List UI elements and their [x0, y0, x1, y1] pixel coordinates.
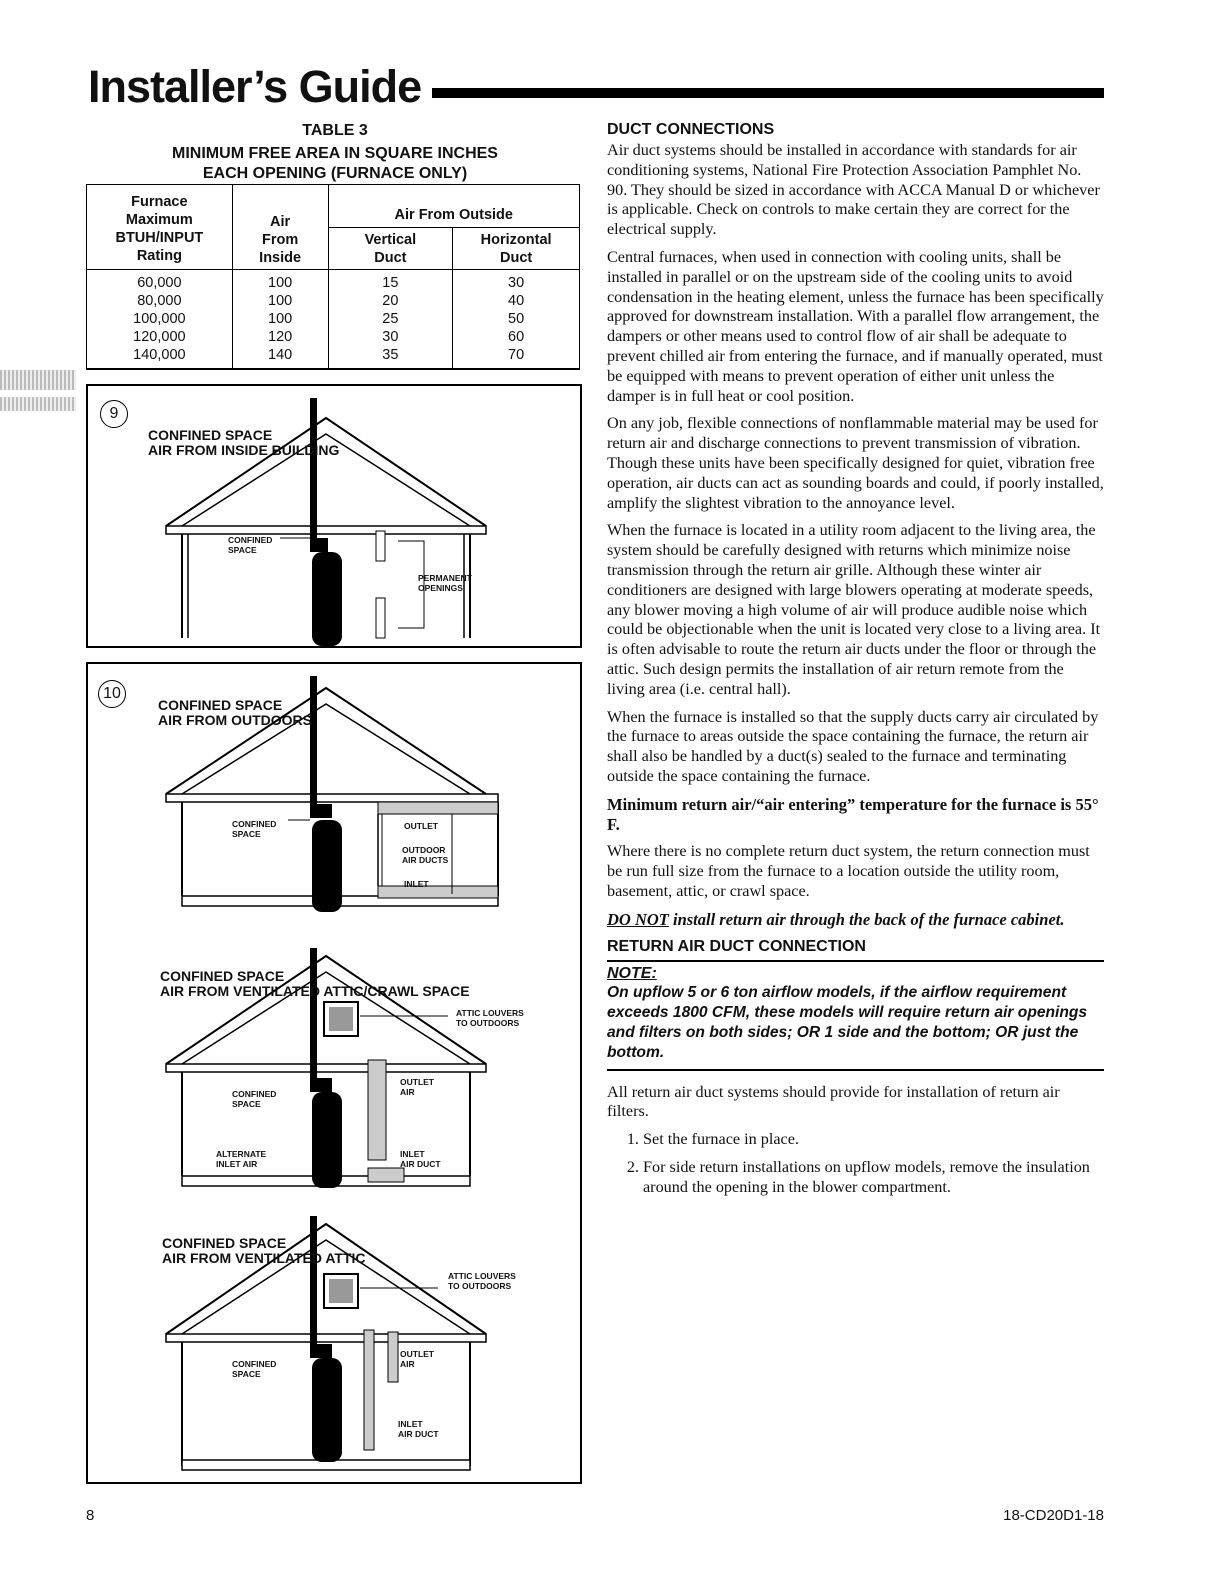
callout-label: AIR [400, 1359, 415, 1369]
header-text: Rating [136, 248, 182, 264]
right-column [607, 120, 1104, 1206]
callout-label: OUTLET [404, 821, 438, 831]
table-cell: 25 [382, 311, 399, 327]
callout-label: OUTLET [400, 1349, 434, 1359]
header-text: Inside [259, 250, 302, 266]
paragraph: On any job, flexible connections of nonflammable material may be used for return air and discharge connections to prevent transmission of vibration. Though these units have been specifically designed for quiet, vibration free operation, air ducts can act as sounding boards and could, if poorly installed, amplify the slightest vibration to the annoyance level. [607, 414, 1104, 512]
callout-label: ATTIC LOUVERS [448, 1271, 516, 1281]
figure-title: AIR FROM VENTILATED ATTIC [162, 1250, 366, 1266]
callout-label: CONFINED [228, 535, 273, 545]
warning-statement [607, 910, 1104, 930]
callout-label: CONFINED [232, 1359, 277, 1369]
table-cell: 35 [382, 347, 399, 363]
minimum-free-area-table [86, 184, 580, 370]
table-cell: 60 [508, 329, 525, 345]
header-cell [328, 228, 453, 270]
figure-title: CONFINED SPACE [162, 1235, 287, 1251]
callout-label: OUTDOOR [402, 845, 446, 855]
table-cell: 100 [268, 275, 293, 291]
table-cell: 120,000 [133, 329, 186, 345]
table-cell: 30 [508, 275, 525, 291]
table-cell: 20 [382, 293, 399, 309]
callout-label: INLET [404, 879, 429, 889]
table-cell: 30 [382, 329, 399, 345]
callout-label: OUTLET [400, 1077, 434, 1087]
callout-label: INLET [400, 1149, 425, 1159]
header-text: BTUH/INPUT [115, 230, 204, 246]
page-header [88, 62, 1104, 112]
figure-title: AIR FROM VENTILATED ATTIC/CRAWL SPACE [160, 983, 470, 999]
table-cell: 140 [268, 347, 293, 363]
callout-label: INLET [398, 1419, 423, 1429]
callout-label: TO OUTDOORS [448, 1281, 512, 1291]
edge-mark [0, 370, 76, 390]
table-column [232, 270, 328, 370]
header-cell: Air From Outside [328, 185, 579, 228]
callout-label: ATTIC LOUVERS [456, 1008, 524, 1018]
paragraph: Air duct systems should be installed in accordance with standards for air conditioning systems, National Fire Protection Association Pamphlet No. 90. They should be sized in accordance with ACCA Manual D or whichever is applicable. Check on controls to make certain they are correct for the electrical supply. [607, 141, 1100, 239]
table-cell: 100,000 [133, 311, 186, 327]
page-title: Installer’s Guide [88, 61, 422, 112]
warning-emphasis: DO NOT [607, 909, 669, 929]
warning-text: install return air through the back of the furnace cabinet. [668, 909, 1065, 929]
header-cell [87, 185, 233, 270]
table-cell: 70 [508, 347, 525, 363]
house-illustrations [88, 664, 580, 1482]
table-cell: 50 [508, 311, 525, 327]
figure-title: AIR FROM OUTDOORS [158, 712, 312, 728]
table-cell: 140,000 [133, 347, 186, 363]
figure-number: 10 [98, 680, 126, 708]
min-temperature-statement: Minimum return air/“air entering” temperature for the furnace is 55° F. [607, 794, 1099, 834]
header-text: Horizontal [480, 231, 552, 248]
table-cell: 60,000 [137, 275, 182, 291]
callout-label: AIR DUCTS [402, 855, 449, 865]
callout-label: INLET AIR [216, 1159, 258, 1169]
header-text: Air [270, 214, 291, 230]
table-column [453, 270, 580, 370]
callout-label: AIR DUCT [400, 1159, 441, 1169]
header-text: Vertical [364, 231, 417, 248]
paragraph: Where there is no complete return duct system, the return connection must be run full size from the furnace to a location outside the utility room, basement, attic, or crawl space. [607, 842, 1090, 900]
section-heading: DUCT CONNECTIONS [607, 121, 775, 138]
note-body: On upflow 5 or 6 ton airflow models, if the airflow requirement exceeds 1800 CFM, these models will require return air openings and filters on both sides; OR 1 side and the bottom; OR just the bottom. [607, 983, 1104, 1070]
figure-number: 9 [100, 400, 128, 428]
callout-label: PERMANENT [418, 573, 472, 583]
callout-label: AIR DUCT [398, 1429, 439, 1439]
callout-label: CONFINED [232, 819, 277, 829]
paragraph: Central furnaces, when used in connection with cooling units, shall be installed in parallel or on the upstream side of the cooling units to avoid condensation in the heating element, unless the furnace has been specifically approved for downstream installation. With a parallel flow arrangement, the dampers or other means used to control flow of air shall be adequate to prevent chilled air from entering the furnace, and if manually operated, must be equipped with means to prevent operation of either unit unless the damper is in full heat or cool position. [607, 247, 1104, 405]
steps-list [607, 1130, 1104, 1197]
figure-title: CONFINED SPACE [160, 968, 285, 984]
header-cell [232, 185, 328, 270]
paragraph: All return air duct systems should provide for installation of return air filters. [607, 1082, 1060, 1121]
table-caption: TABLE 3 [302, 122, 368, 139]
table-column [328, 270, 453, 370]
table-column [87, 270, 233, 370]
callout-label: SPACE [232, 1099, 261, 1109]
header-cell [453, 228, 580, 270]
document-number: 18-CD20D1-18 [1003, 1507, 1104, 1524]
callout-label: AIR [400, 1087, 415, 1097]
figure-title: CONFINED SPACE [148, 427, 273, 443]
table-caption: EACH OPENING (FURNACE ONLY) [202, 165, 468, 182]
section-heading: RETURN AIR DUCT CONNECTION [607, 938, 866, 956]
figure-title: AIR FROM INSIDE BUILDING [148, 442, 340, 458]
callout-label: SPACE [232, 829, 261, 839]
header-text: Furnace [131, 194, 188, 210]
callout-label: SPACE [232, 1369, 261, 1379]
header-text: Maximum [125, 212, 193, 228]
paragraph: When the furnace is located in a utility room adjacent to the living area, the system should be carefully designed with returns which minimize noise transmission through the return air grille. Although these winter air conditioners are designed with large blowers operating at moderate speeds, any blower moving a high volume of air will produce audible noise which could be objectionable when the unit is located very close to a living area. It is often advisable to route the return air ducts under the floor or through the attic. Such design permits the installation of air return remote from the living area (i.e. central hall). [607, 521, 1101, 698]
list-item: 1. Set the furnace in place. [643, 1130, 1104, 1150]
header-text: From [262, 232, 299, 248]
callout-label: ALTERNATE [216, 1149, 267, 1159]
table-cell: 100 [268, 293, 293, 309]
header-text: Duct [499, 249, 533, 266]
note-heading: NOTE: [607, 960, 1104, 983]
table-cell: 120 [268, 329, 293, 345]
header-text: Duct [374, 249, 407, 266]
page-number: 8 [86, 1507, 95, 1524]
edge-mark [0, 397, 76, 411]
callout-label: OPENINGS [418, 583, 463, 593]
list-item: 2. For side return installations on upflow models, remove the insulation around the opening in the blower compartment. [643, 1158, 1104, 1198]
callout-label: SPACE [228, 545, 257, 555]
house-illustration [88, 386, 580, 646]
figure-10 [86, 662, 582, 1484]
table-cell: 15 [382, 275, 399, 291]
table-cell: 40 [508, 293, 525, 309]
callout-label: CONFINED [232, 1089, 277, 1099]
paragraph: When the furnace is installed so that the supply ducts carry air circulated by the furnace to areas outside the space containing the furnace, the return air shall also be handled by a duct(s) sealed to the furnace and terminating outside the space containing the furnace. [607, 707, 1099, 785]
figure-9 [86, 384, 582, 648]
figure-title: CONFINED SPACE [158, 697, 283, 713]
table-caption: MINIMUM FREE AREA IN SQUARE INCHES [172, 145, 498, 162]
table-cell: 100 [268, 311, 293, 327]
callout-label: TO OUTDOORS [456, 1018, 520, 1028]
header-rule [432, 88, 1104, 98]
table-cell: 80,000 [137, 293, 182, 309]
